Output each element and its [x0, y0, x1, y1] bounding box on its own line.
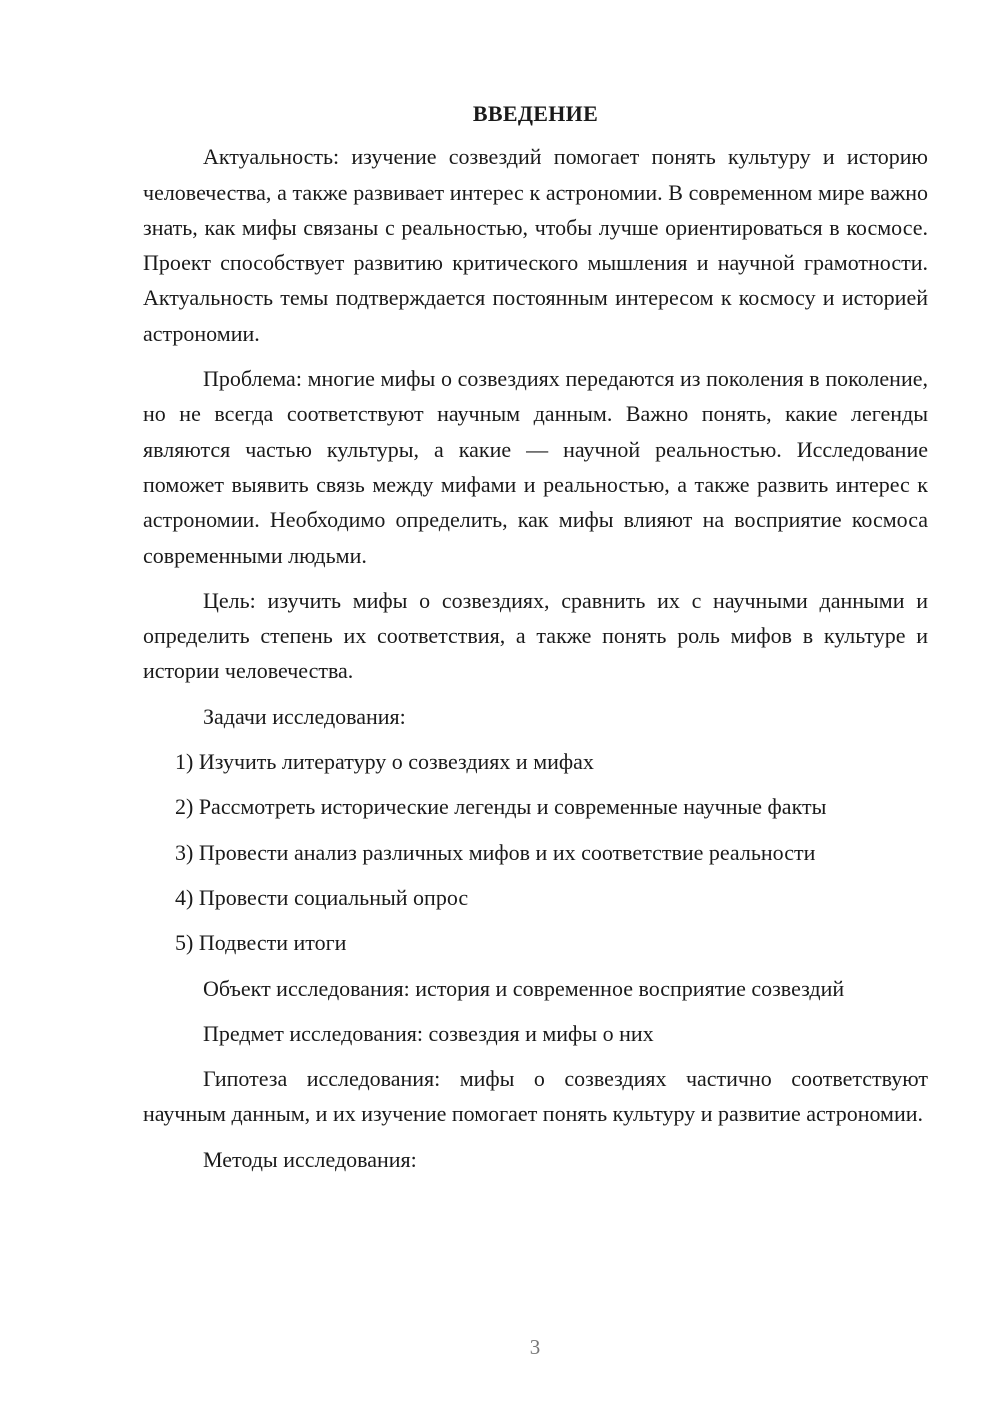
research-hypothesis: Гипотеза исследования: мифы о созвездиях частично соответствуют научным данным, и их изучение помогает понять культуру и развитие астрономии.: [143, 1066, 928, 1127]
task-item: 2) Рассмотреть исторические легенды и современные научные факты: [175, 794, 827, 820]
tasks-heading: Задачи исследования:: [203, 703, 406, 729]
problem-paragraph: Проблема: многие мифы о созвездиях передаются из поколения в поколение, но не всегда соответствуют научным данным. Важно понять, какие легенды являются частью культуры, а какие — научной реальностью. Исследование поможет выявить связь между мифами и реальностью, а также развить интерес к астрономии. Необходимо определить, как мифы влияют на восприятие космоса современными людьми.: [143, 366, 928, 568]
relevance-paragraph: Актуальность: изучение созвездий помогает понять культуру и историю человечества, а также развивает интерес к астрономии. В современном мире важно знать, как мифы связаны с реальностью, чтобы лучше ориентироваться в космосе. Проект способствует развитию критического мышления и научной грамотности. Актуальность темы подтверждается постоянным интересом к космосу и историей астрономии.: [143, 144, 928, 346]
page-content: [143, 96, 928, 1187]
task-item: 1) Изучить литературу о созвездиях и мифах: [175, 749, 594, 775]
task-item: 4) Провести социальный опрос: [175, 884, 469, 910]
task-item: 3) Провести анализ различных мифов и их соответствие реальности: [175, 839, 816, 865]
research-object: Объект исследования: история и современное восприятие созвездий: [203, 975, 845, 1001]
task-item: 5) Подвести итоги: [175, 930, 347, 956]
page-number: 3: [529, 1335, 541, 1359]
goal-paragraph: Цель: изучить мифы о созвездиях, сравнить их с научными данными и определить степень их соответствия, а также понять роль мифов в культуре и истории человечества.: [143, 587, 928, 684]
research-subject: Предмет исследования: созвездия и мифы о них: [203, 1020, 654, 1046]
methods-heading: Методы исследования:: [203, 1146, 417, 1172]
page-title: ВВЕДЕНИЕ: [472, 101, 599, 126]
